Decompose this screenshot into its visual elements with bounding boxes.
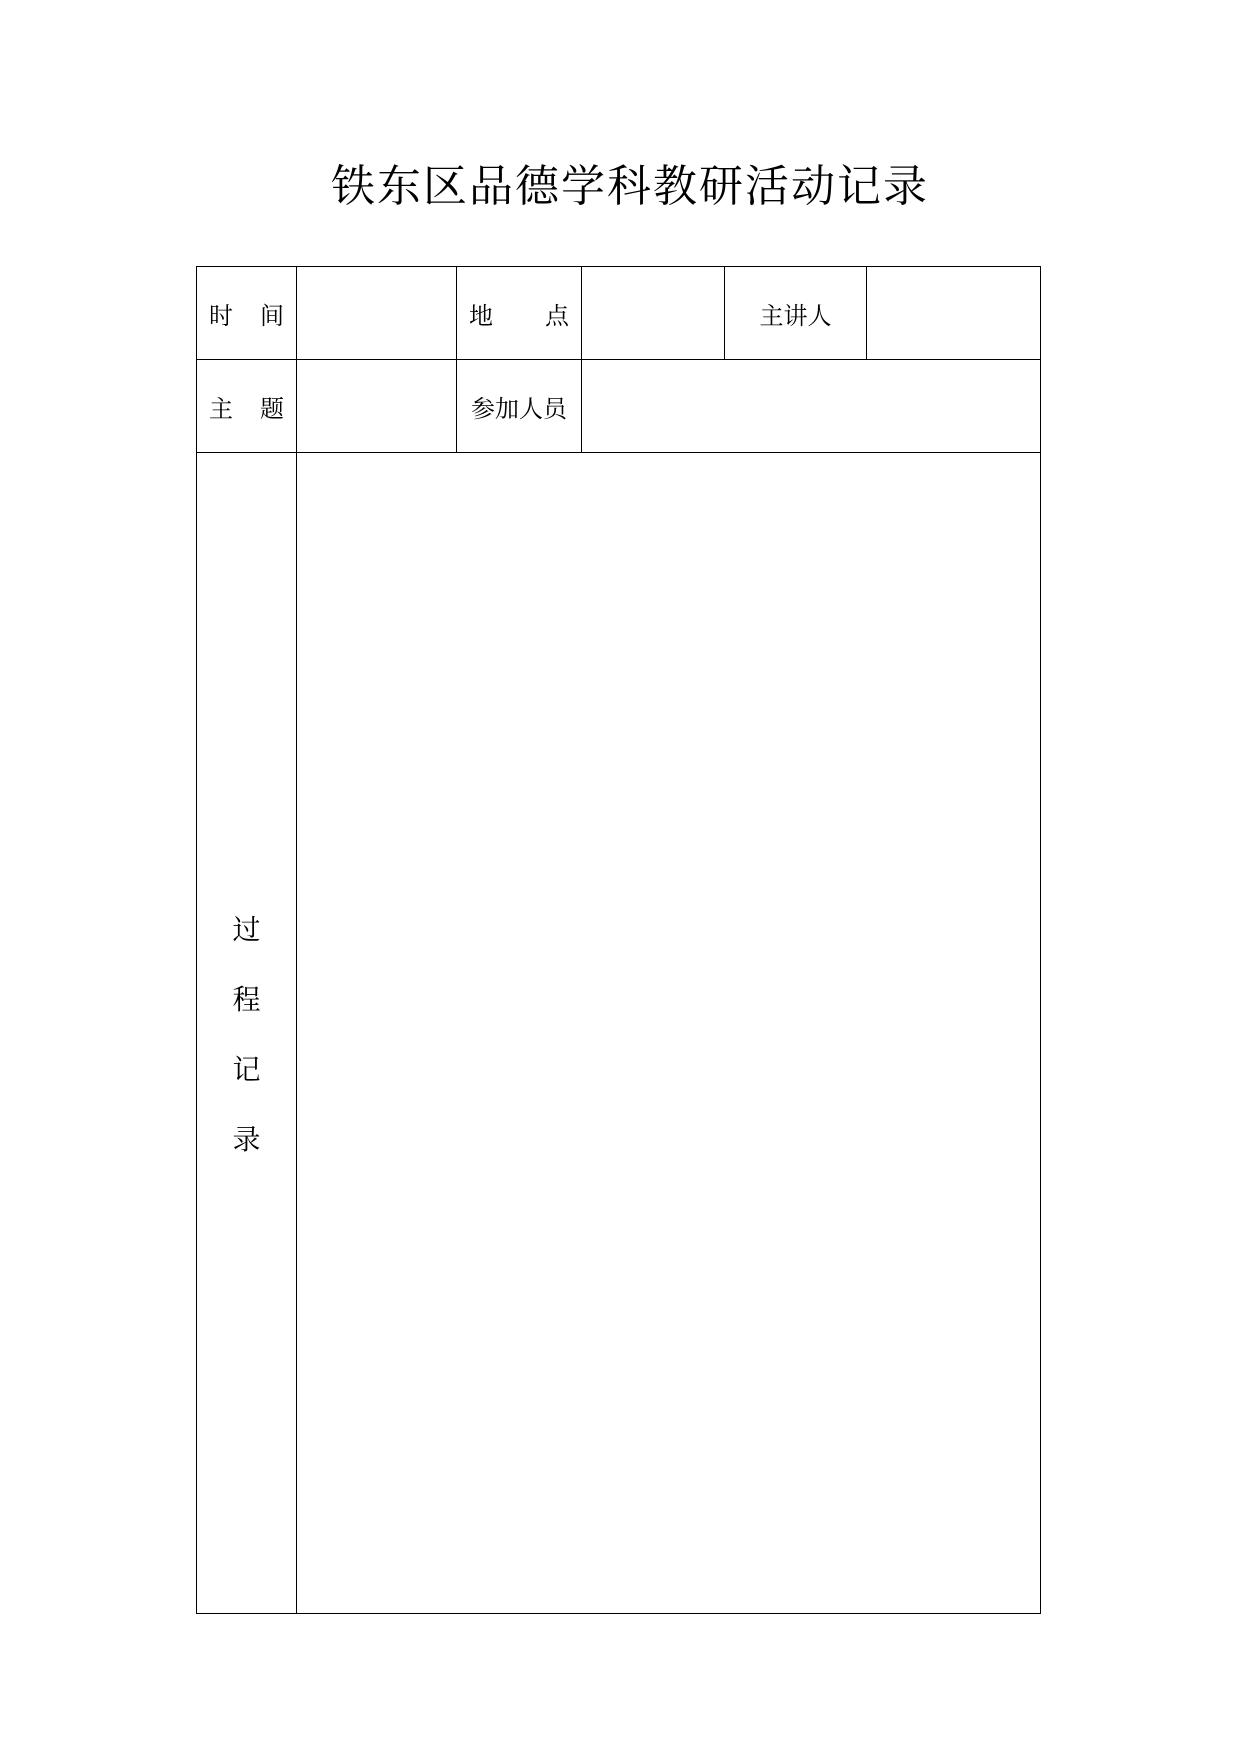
- process-label-char: 过: [232, 913, 261, 946]
- topic-label-cell: [197, 360, 297, 453]
- participants-value-field[interactable]: [582, 360, 1041, 453]
- table-row: [197, 267, 1041, 360]
- place-value-field[interactable]: [582, 267, 725, 360]
- topic-label-char: 主: [209, 394, 233, 423]
- speaker-label: 主讲人: [725, 267, 867, 360]
- process-record-field[interactable]: [297, 453, 1041, 1614]
- time-value-field[interactable]: [297, 267, 457, 360]
- place-label-char: 地: [469, 301, 493, 330]
- process-label-cell: [197, 453, 297, 1614]
- process-label-char: 记: [232, 1053, 261, 1086]
- activity-record-table: [196, 266, 1041, 1614]
- topic-label-char: 题: [260, 394, 284, 423]
- place-label-char: 点: [545, 301, 569, 330]
- process-label-char: 录: [232, 1123, 261, 1156]
- time-label-cell: [197, 267, 297, 360]
- document-title: 铁东区品德学科教研活动记录: [331, 161, 929, 212]
- process-label-char: 程: [232, 983, 261, 1016]
- participants-label: 参加人员: [457, 360, 582, 453]
- table-row: [197, 453, 1041, 1614]
- time-label-char: 时: [209, 301, 233, 330]
- time-label-char: 间: [260, 301, 284, 330]
- topic-value-field[interactable]: [297, 360, 457, 453]
- speaker-value-field[interactable]: [867, 267, 1041, 360]
- table-row: [197, 360, 1041, 453]
- place-label-cell: [457, 267, 582, 360]
